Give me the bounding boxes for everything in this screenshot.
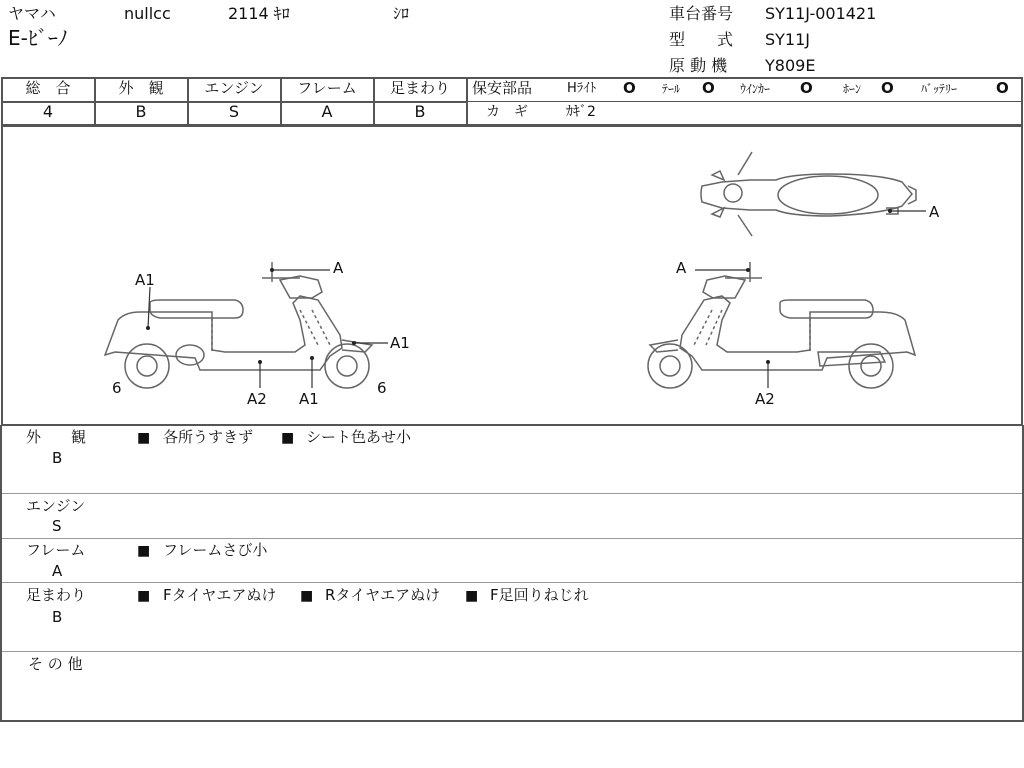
right-view-mark-a: A [676, 259, 687, 277]
safety-battery-label: ﾊﾞｯﾃﾘｰ [921, 82, 958, 96]
grade-suspension-value: B [414, 102, 426, 121]
mileage: 2114 ｷﾛ [228, 4, 290, 23]
safety-taillight-mark: O [702, 79, 715, 97]
bullet-icon: ■ [137, 588, 151, 604]
grade-frame-label: フレーム [297, 79, 357, 97]
safety-divider [467, 101, 1023, 102]
engine-label: 原 動 機 [669, 56, 728, 75]
grade-overall-value: 4 [42, 102, 54, 121]
note-suspension-item: Rタイヤエアぬけ [325, 586, 441, 604]
safety-battery-mark: O [996, 79, 1009, 97]
col-divider [466, 77, 468, 126]
bullet-icon: ■ [137, 430, 151, 446]
safety-horn-mark: O [881, 79, 894, 97]
left-view-mark-a1-floor: A1 [299, 390, 319, 408]
notes-divider [0, 582, 1024, 583]
model-name: E-ﾋﾞｰﾉ [8, 26, 68, 50]
note-frame-grade: A [52, 562, 63, 580]
right-view-mark-a2: A2 [755, 390, 775, 408]
engine-value: Y809E [765, 56, 816, 75]
grade-engine-value: S [228, 102, 240, 121]
left-view-mark-6-rear: 6 [112, 379, 122, 397]
notes-left-border [0, 425, 2, 721]
safety-headlight-mark: O [623, 79, 636, 97]
left-view-mark-a1-seat: A1 [135, 271, 155, 289]
scooter-diagrams [0, 126, 1024, 425]
left-view-mark-a2: A2 [247, 390, 267, 408]
bullet-icon: ■ [281, 430, 295, 446]
note-exterior-item: シート色あせ小 [306, 428, 412, 446]
maker: ヤマハ [8, 4, 56, 23]
safety-parts-label: 保安部品 [472, 79, 533, 97]
notes-divider [0, 651, 1024, 652]
notes-divider [0, 493, 1024, 494]
note-suspension-label: 足まわり [26, 586, 87, 604]
grade-engine-label: エンジン [204, 79, 264, 97]
bullet-icon: ■ [300, 588, 314, 604]
frame-no-label: 車台番号 [669, 4, 734, 23]
grade-overall-label: 総 合 [25, 79, 71, 97]
safety-taillight-label: ﾃｰﾙ [662, 82, 681, 96]
grade-exterior-label: 外 観 [118, 79, 164, 97]
model-type-value: SY11J [765, 30, 811, 49]
bullet-icon: ■ [465, 588, 479, 604]
note-engine-label: エンジン [26, 497, 86, 515]
key-label: カ ギ [486, 104, 528, 120]
note-other-label: そ の 他 [28, 655, 83, 673]
bullet-icon: ■ [137, 543, 151, 559]
model-type-label: 型 式 [669, 30, 734, 49]
safety-winker-label: ｳｲﾝｶｰ [740, 82, 771, 96]
frame-no-value: SY11J-001421 [765, 4, 877, 23]
damage-points [146, 209, 892, 364]
grade-frame-value: A [321, 102, 333, 121]
note-frame-label: フレーム [26, 541, 86, 559]
notes-divider [0, 538, 1024, 539]
left-view-mark-6-front: 6 [377, 379, 387, 397]
key-value: ｶｷﾞ2 [566, 104, 596, 120]
note-suspension-item: Fタイヤエアぬけ [163, 586, 277, 604]
body-color: ｼﾛ [393, 4, 410, 23]
note-suspension-item: F足回りねじれ [490, 586, 589, 604]
note-exterior-label: 外 観 [26, 428, 87, 446]
note-frame-item: フレームさび小 [163, 541, 268, 559]
notes-bottom-border [0, 720, 1024, 722]
left-view-mark-a-handle: A [333, 259, 344, 277]
note-engine-grade: S [52, 517, 62, 535]
note-exterior-grade: B [52, 449, 63, 467]
grade-suspension-label: 足まわり [389, 79, 450, 97]
safety-winker-mark: O [800, 79, 813, 97]
note-exterior-item: 各所うすきず [163, 428, 254, 446]
grade-exterior-value: B [135, 102, 147, 121]
safety-headlight-label: Hﾗｲﾄ [567, 81, 597, 96]
scooter-right-view [648, 262, 915, 388]
displacement: nullcc [124, 4, 171, 23]
note-suspension-grade: B [52, 608, 63, 626]
scooter-top-view [701, 152, 916, 236]
top-view-mark-a: A [929, 203, 940, 221]
left-view-mark-a1-front: A1 [390, 334, 410, 352]
safety-horn-label: ﾎｰﾝ [843, 82, 862, 96]
